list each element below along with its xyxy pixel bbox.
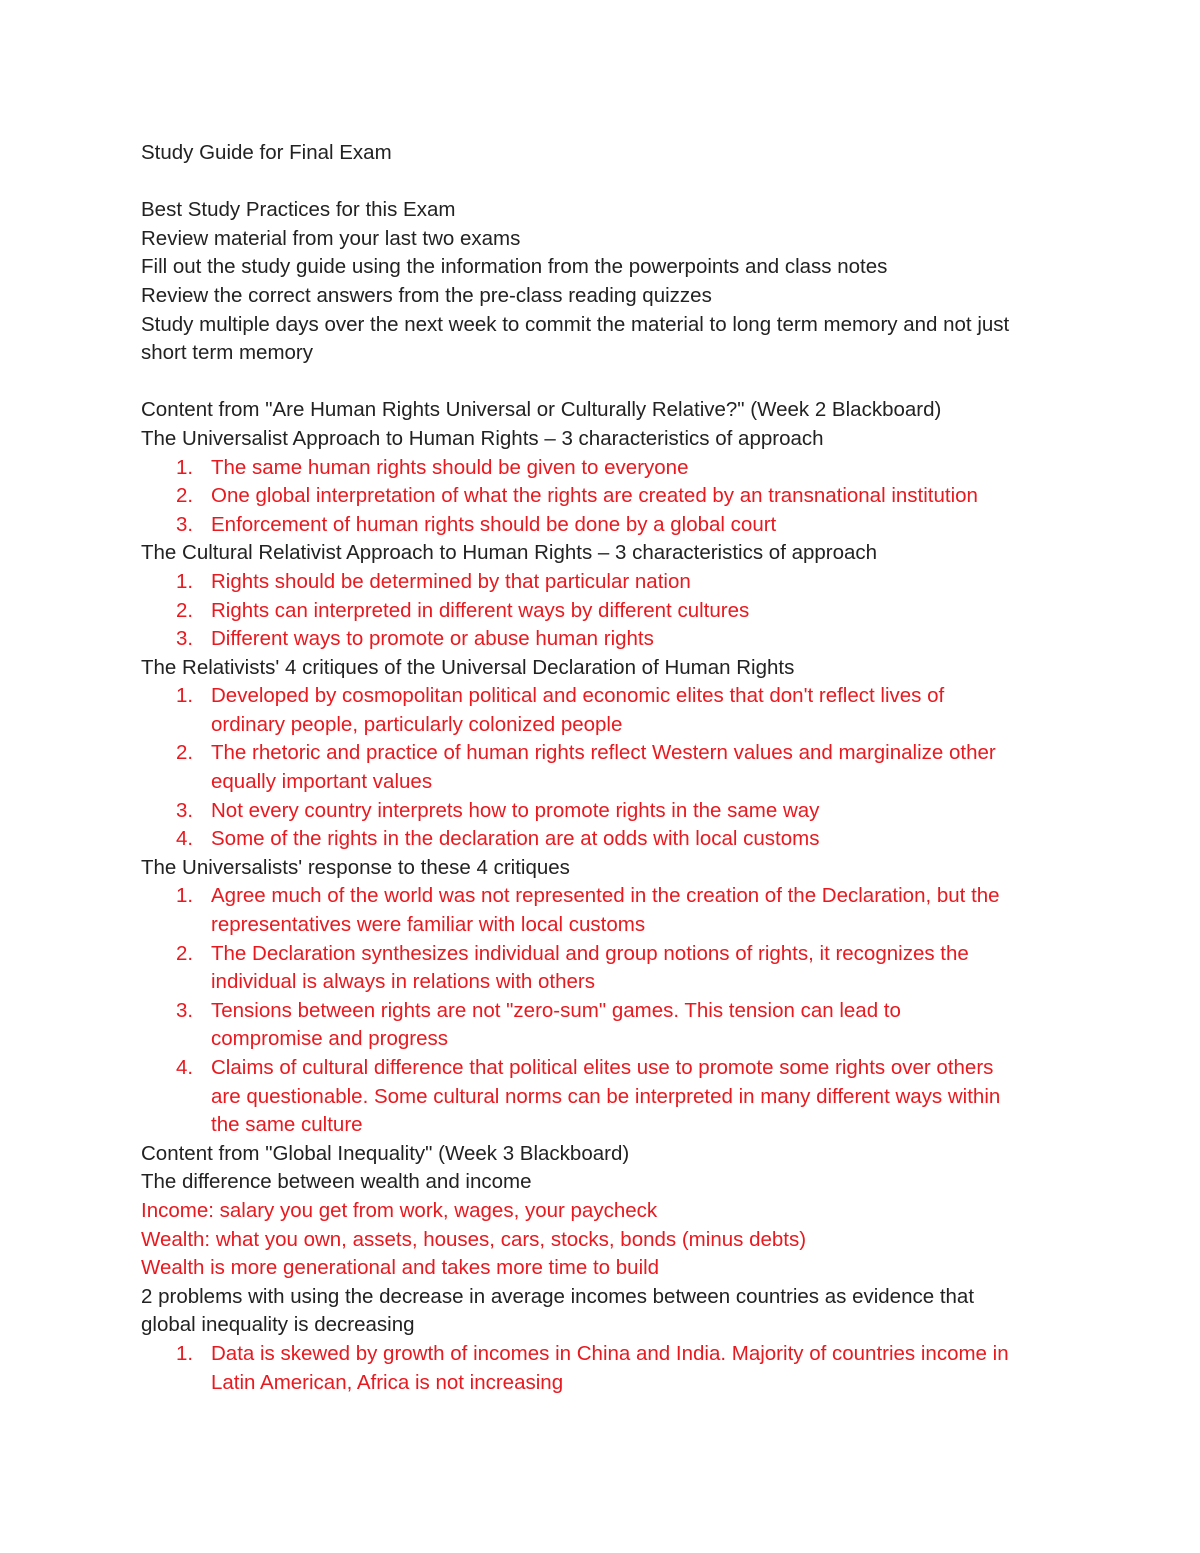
list-item-text: The Declaration synthesizes individual and group notions of rights, it recognizes the [211,941,969,965]
list-item-text: The same human rights should be given to everyone [211,455,689,479]
answer-line: Income: salary you get from work, wages, your paycheck [141,1198,658,1222]
list-item-number: 2. [176,741,194,765]
answer-list [141,882,1071,1139]
list-item-number: 1. [176,884,194,908]
list-item [141,882,1071,939]
list-item-number: 2. [176,941,194,965]
list-item [141,797,1071,826]
list-item-text: the same culture [211,1113,363,1137]
list-item-text: individual is always in relations with others [211,970,595,994]
practice-line: Study multiple days over the next week to commit the material to long term memory and not just [141,312,1010,336]
question-heading: The Relativists' 4 critiques of the Universal Declaration of Human Rights [141,655,795,679]
list-item-text: Different ways to promote or abuse human rights [211,627,654,651]
list-item-text: are questionable. Some cultural norms can be interpreted in many different ways within [211,1084,1001,1108]
practice-line: Review the correct answers from the pre-class reading quizzes [141,283,712,307]
list-item-text: Some of the rights in the declaration are at odds with local customs [211,827,820,851]
answer-list [141,682,1071,854]
list-item [141,1340,1071,1397]
list-item-number: 2. [176,598,194,622]
list-item [141,997,1071,1054]
list-item-text: The rhetoric and practice of human rights reflect Western values and marginalize other [211,741,996,765]
question-heading: The Universalists' response to these 4 critiques [141,855,570,879]
list-item [141,511,1071,540]
list-item [141,1054,1071,1140]
list-item-text: Rights should be determined by that particular nation [211,569,691,593]
list-item-text: equally important values [211,770,433,794]
list-item [141,454,1071,483]
practice-line: Review material from your last two exams [141,226,521,250]
list-item-text: Rights can interpreted in different ways by different cultures [211,598,750,622]
practice-line: short term memory [141,341,313,365]
list-item-number: 3. [176,798,194,822]
list-item [141,482,1071,511]
list-item-number: 1. [176,684,194,708]
list-item [141,568,1071,597]
list-item [141,940,1071,997]
list-item-text: representatives were familiar with local customs [211,913,646,937]
list-item-number: 1. [176,1341,194,1365]
list-item [141,682,1071,739]
list-item [141,597,1071,626]
list-item-number: 3. [176,998,194,1022]
list-item-text: compromise and progress [211,1027,448,1051]
answer-list [141,568,1071,654]
list-item-text: Claims of cultural difference that political elites use to promote some rights over others [211,1056,994,1079]
spacer [141,368,1071,397]
answer-line: Wealth: what you own, assets, houses, cars, stocks, bonds (minus debts) [141,1227,807,1251]
list-item-text: Developed by cosmopolitan political and economic elites that don't reflect lives of [211,684,945,708]
practice-line: Fill out the study guide using the information from the powerpoints and class notes [141,255,888,279]
doc-title: Study Guide for Final Exam [141,141,392,164]
practices-heading: Best Study Practices for this Exam [141,198,456,222]
question-heading: The Universalist Approach to Human Rights – 3 characteristics of approach [141,426,824,450]
question-heading: The Cultural Relativist Approach to Human Rights – 3 characteristics of approach [141,541,878,565]
list-item-text: Agree much of the world was not represented in the creation of the Declaration, but the [211,884,1000,908]
answer-line: Wealth is more generational and takes more time to build [141,1256,660,1280]
list-item-number: 3. [176,627,194,651]
list-item-number: 1. [176,455,194,479]
question-heading: The difference between wealth and income [141,1170,532,1194]
question-heading: global inequality is decreasing [141,1313,415,1337]
list-item-number: 2. [176,484,194,508]
section-heading: Content from "Are Human Rights Universal or Culturally Relative?" (Week 2 Blackboard) [141,398,942,422]
list-item [141,825,1071,854]
list-item [141,739,1071,796]
list-item-number: 1. [176,569,194,593]
document-body [141,139,1071,1397]
spacer [141,168,1071,197]
answer-list [141,1340,1071,1397]
list-item-number: 3. [176,512,194,536]
list-item-text: Not every country interprets how to promote rights in the same way [211,798,820,822]
list-item-number: 4. [176,1056,194,1079]
list-item-text: Data is skewed by growth of incomes in China and India. Majority of countries income in [211,1341,1009,1365]
list-item-text: One global interpretation of what the rights are created by an transnational institution [211,484,978,508]
question-heading: 2 problems with using the decrease in average incomes between countries as evidence that [141,1284,975,1308]
section-heading: Content from "Global Inequality" (Week 3 Blackboard) [141,1141,630,1165]
list-item [141,625,1071,654]
list-item-text: ordinary people, particularly colonized people [211,712,623,736]
list-item-text: Latin American, Africa is not increasing [211,1370,564,1394]
list-item-text: Tensions between rights are not "zero-sum" games. This tension can lead to [211,998,901,1022]
answer-list [141,454,1071,540]
list-item-number: 4. [176,827,194,851]
list-item-text: Enforcement of human rights should be done by a global court [211,512,777,536]
